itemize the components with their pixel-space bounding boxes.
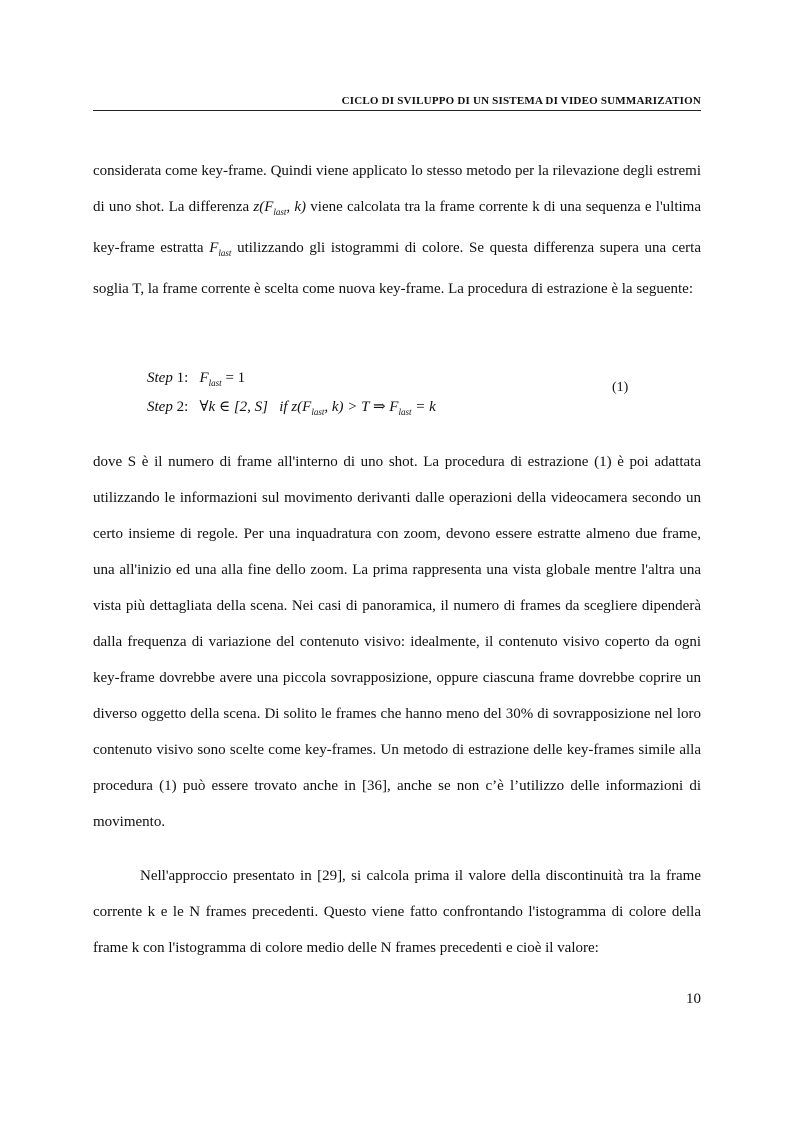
equation-number: (1) bbox=[612, 380, 629, 395]
p1-text-b: viene calcolata tra la frame corrente k di una sequenza e l'ultima key-frame estratta bbox=[93, 199, 701, 256]
equation-step-1: Step 1: $F_{last} = 1$ bbox=[147, 370, 246, 388]
p1-text-c: utilizzando gli istogrammi di colore. Se questa differenza supera una certa soglia T, la frame corrente è scelta come nuova key-frame. La procedura di estrazione è la seguente: bbox=[93, 240, 701, 297]
math-flast: $F_{last}$ bbox=[209, 240, 232, 258]
p1-text-a: considerata come key-frame. Quindi viene applicato lo stesso metodo per la rilevazione degli estremi di uno shot. La differenza bbox=[93, 163, 701, 215]
page-number: 10 bbox=[686, 991, 701, 1007]
paragraph-2: dove S è il numero di frame all'interno di uno shot. La procedura di estrazione (1) è poi adattata utilizzando le informazioni sul movimento derivanti dalle operazioni della videocamera secondo un certo insieme di regole. Per una inquadratura con zoom, devono essere estratte almeno due frame, una all'inizio ed una alla fine dello zoom. La prima rappresenta una vista globale mentre l'altra una vista più dettagliata della scena. Nei casi di panoramica, il numero di frames da scegliere dipenderà dalla frequenza di variazione del contenuto visivo: idealmente, il contenuto visivo coperto da ogni key-frame dovrebbe avere una piccola sovrapposizione, oppure ciascuna frame dovrebbe coprire un diverso oggetto della scena. Di solito le frames che hanno meno del 30% di sovrapposizione nel loro contenuto visivo sono scelte come key-frames. Un metodo di estrazione delle key-frames simile alla procedura (1) può essere trovato anche in [36], anche se non c’è l’utilizzo delle informazioni di movimento. bbox=[93, 454, 701, 830]
equation-step-2: Step 2: ∀k ∈ [2, S] if $z(F_{last}$, k) > T ⇒ $F_{last} = k$ bbox=[147, 399, 436, 417]
paragraph-1 bbox=[93, 153, 701, 307]
paragraph-3: Nell'approccio presentato in [29], si calcola prima il valore della discontinuità tra la frame corrente k e le N frames precedenti. Questo viene fatto confrontando l'istogramma di colore della frame k con l'istogramma di colore medio delle N frames precedenti e cioè il valore: bbox=[93, 868, 701, 956]
math-z-flast-k: $z(F_{last}$, k) bbox=[253, 199, 307, 217]
running-header: CICLO DI SVILUPPO DI UN SISTEMA DI VIDEO SUMMARIZATION bbox=[341, 95, 701, 107]
header-rule bbox=[93, 110, 701, 111]
